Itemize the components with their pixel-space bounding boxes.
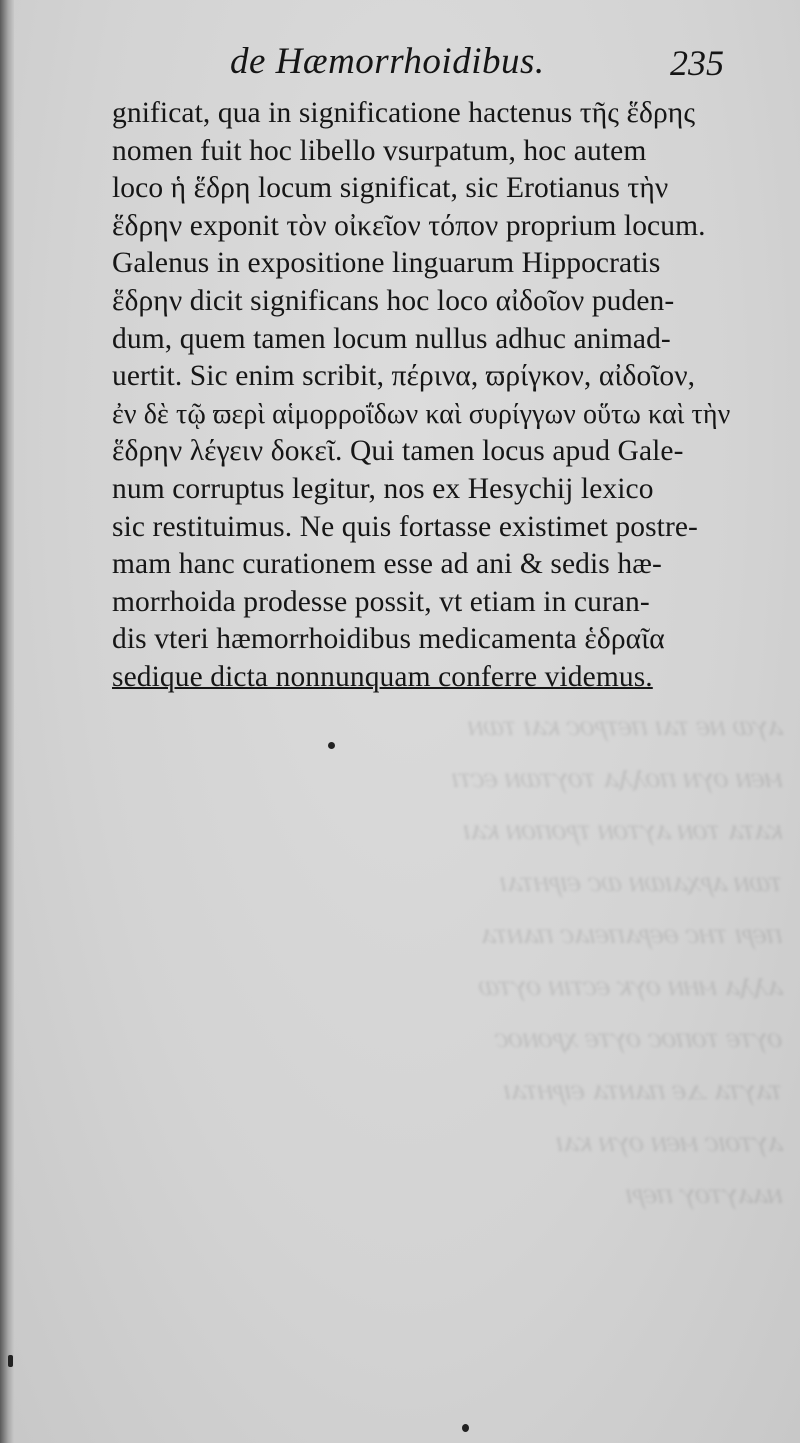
show-through-bleed: ⲁⲩⲱ ⲛⲉ ⲧⲁⲓ ⲡⲉⲧⲣⲟⲥ ⲕⲁⲓ ⲧⲱⲛ ⲙⲉⲛ ⲟⲩⲛ ⲡⲟⲗⲗⲁ ⲧⲟⲩⲧⲱⲛ ⲉⲥⲧⲓ ⲕⲁⲧⲁ ⲧⲟⲛ ⲁⲩⲧⲟⲛ ⲧⲣⲟⲡⲟⲛ ⲕⲁⲓ ⲧⲱⲛ ⲁⲣⲭⲁⲓⲱⲛ ⲱⲥ ⲉⲓⲣⲏⲧⲁⲓ ⲡⲉⲣⲓ ⲧⲏⲥ ⲑⲉⲣⲁⲡⲉⲓⲁⲥ ⲡⲁⲛⲧⲁ ⲁⲗⲗⲁ ⲙⲏⲛ ⲟⲩⲕ ⲉⲥⲧⲓⲛ ⲟⲩⲧⲱ ⲟⲩⲧⲉ ⲧⲟⲡⲟⲥ ⲟⲩⲧⲉ ⲭⲣⲟⲛⲟⲥ ⲧⲁⲩⲧⲁ ⲇⲉ ⲡⲁⲛⲧⲁ ⲉⲓⲣⲏⲧⲁⲓ ⲁⲩⲧⲟⲓⲥ ⲙⲉⲛ ⲟⲩⲛ ⲕⲁⲓ ⲛⲁⲁⲩⲧⲟⲩ ⲡⲉⲣⲓ [453,709,784,1210]
text-line: mam hanc curationem esse ad ani & sedis hæ- [112,548,662,581]
text-line: num corruptus legitur, nos ex Hesychij lexico [112,472,654,505]
text-line: Galenus in expositione linguarum Hippocratis [112,247,661,280]
text-line: morrhoida prodesse possit, vt etiam in curan- [112,585,650,618]
text-line: nomen fuit hoc libello vsurpatum, hoc autem [112,134,647,167]
text-line: uertit. Sic enim scribit, πέρινα, ϖρίγκον, αἰδοῖον, [112,360,696,393]
page-number: 235 [670,43,724,83]
text-line: dum, quem tamen locum nullus adhuc animad- [112,322,671,355]
text-line: ἕδρην λέγειν δοκεῖ. Qui tamen locus apud Gale- [112,435,684,468]
ink-speck [8,1355,13,1367]
body-text [112,95,740,697]
ink-speck [462,1424,469,1432]
text-line: dis vteri hæmorrhoidibus medicamenta ἑδραῖα [112,623,665,656]
text-line: ἕδρην dicit significans hoc loco αἰδοῖον puden- [112,284,675,317]
text-line: ἕδρην exponit τὸν οἰκεῖον τόπον proprium locum. [112,209,706,242]
text-line: sic restituimus. Ne quis fortasse existimet postre- [112,510,698,543]
binding-gutter [0,0,14,1443]
text-line: loco ἡ ἕδρη locum significat, sic Erotianus τὴν [112,172,669,205]
running-head: de Hæmorrhoidibus. [230,41,545,82]
text-line: gnificat, qua in significatione hactenus τῆς ἕδρης [112,97,696,129]
text-line: ἐν δὲ τῷ ϖερὶ αἱμορροΐδων καὶ συρίγγων οὕτω καὶ τὴν [112,398,731,430]
ink-speck [328,742,335,749]
text-line: sedique dicta nonnunquam conferre videmus. [112,660,653,693]
